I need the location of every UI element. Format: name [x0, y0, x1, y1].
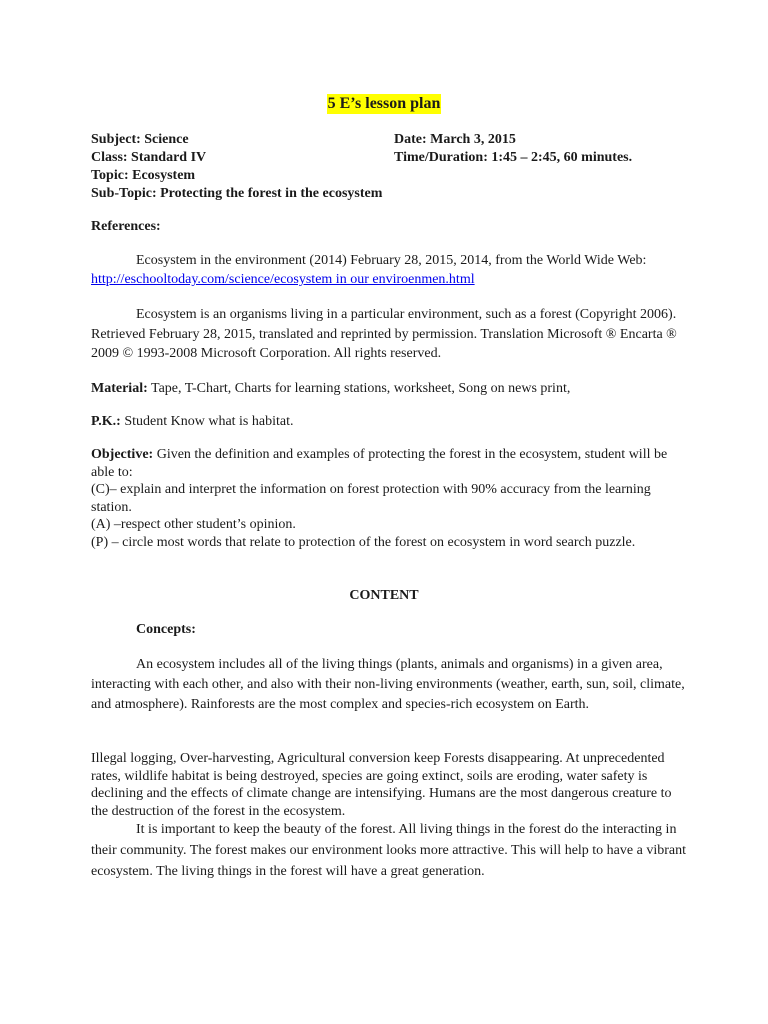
- time-line: Time/Duration: 1:45 – 2:45, 60 minutes.: [394, 150, 633, 165]
- material-label: Material:: [91, 381, 148, 396]
- topic-line: Topic: Ecosystem: [91, 168, 196, 183]
- references-heading: References:: [91, 219, 161, 234]
- concept-paragraph-1: An ecosystem includes all of the living things (plants, animals and organisms) in a given area, interacting with each other, and also with their non-living environments (weather, earth, sun, soil, climate, and atmosphere). Rainforests are the most complex and species-rich ecosystem on Earth.: [91, 657, 685, 712]
- pk-text: Student Know what is habitat.: [120, 414, 294, 429]
- material-text: Tape, T-Chart, Charts for learning stations, worksheet, Song on news print,: [147, 381, 571, 396]
- page-title: 5 E’s lesson plan: [327, 95, 441, 112]
- subtopic-line: Sub-Topic: Protecting the forest in the ecosystem: [91, 186, 383, 201]
- reference-1: [91, 251, 681, 289]
- reference-1-text: Ecosystem in the environment (2014) February 28, 2015, 2014, from the World Wide Web:: [136, 253, 647, 268]
- date-line: Date: March 3, 2015: [394, 132, 516, 147]
- pk-line: [91, 413, 691, 431]
- objective-text: Given the definition and examples of protecting the forest in the ecosystem, student will be able to:: [91, 447, 668, 480]
- subject-line: Subject: Science: [91, 132, 189, 147]
- class-line: Class: Standard IV: [91, 150, 207, 165]
- objective-block: [91, 446, 681, 551]
- content-heading: CONTENT: [349, 588, 419, 603]
- reference-1-link[interactable]: http://eschooltoday.com/science/ecosystem in our enviroenmen.html: [91, 272, 475, 287]
- reference-2: Ecosystem is an organisms living in a particular environment, such as a forest (Copyright 2006). Retrieved February 28, 2015, translated and reprinted by permission. Translation Microsoft ® Encarta ® 2009 © 1993-2008 Microsoft Corporation. All rights reserved.: [91, 307, 677, 361]
- concept-paragraph-2: Illegal logging, Over-harvesting, Agricultural conversion keep Forests disappearing. At unprecedented rates, wildlife habitat is being destroyed, species are going extinct, soils are eroding, water safety is declining and the effects of climate change are intensifying. Humans are the most dangerous creature to the destruction of the forest in the ecosystem.: [91, 751, 672, 819]
- objective-item-p: (P) – circle most words that relate to protection of the forest on ecosystem in word search puzzle.: [91, 534, 636, 550]
- objective-label: Objective:: [91, 447, 154, 462]
- title-wrap: [0, 94, 768, 114]
- objective-item-a: (A) –respect other student’s opinion.: [91, 517, 296, 532]
- objective-intro: [91, 446, 681, 481]
- concept-paragraph-3: It is important to keep the beauty of the forest. All living things in the forest do the interacting in their community. The forest makes our environment looks more attractive. This will help to have a vibrant ecosystem. The living things in the forest will have a great generation.: [91, 822, 686, 879]
- pk-label: P.K.:: [91, 414, 121, 429]
- material-line: [91, 380, 691, 398]
- concepts-heading: Concepts:: [136, 622, 196, 637]
- objective-item-c: (C)– explain and interpret the information on forest protection with 90% accuracy from the learning station.: [91, 482, 651, 515]
